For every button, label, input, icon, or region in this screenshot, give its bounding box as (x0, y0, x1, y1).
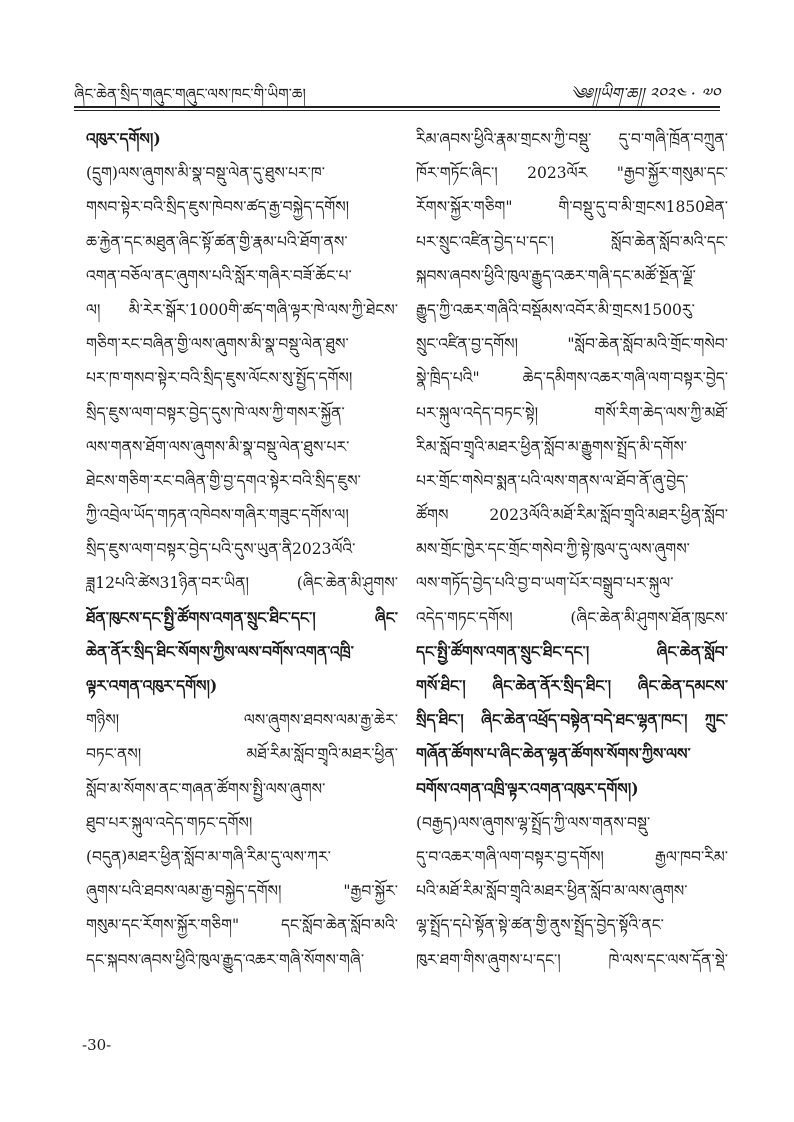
text-line: སྲིད་ཇུས་ལག་བསྟར་བྱེད་པའི་དུས་ཡུན་ནི2023ལོའི་ (86, 540, 356, 559)
text-line: དུ་བ་འཆར་གཞི་ལག་བསྟར་བྱ་དགོས། རྒྱལ་ཁབ་རིམ་ (416, 847, 728, 866)
text-line: བཏང་ནས། མཐོ་རིམ་སློབ་གྲྭའི་མཐར་ཕྱིན་ (86, 745, 398, 764)
text-line: ལྷ་སྤྲོད་དཔེ་སྟོན་སྟེ་ཚན་གྱི་ནུས་སྤྲོད་བྱེད་སྟོའི་ནང་ (416, 916, 664, 935)
text-line: པའི་མཐོ་རིམ་སློབ་གྲྭའི་མཐར་ཕྱིན་སློབ་མ་ལས་ཞུགས་ (416, 882, 688, 901)
text-line: (བརྒྱད)ལས་ཞུགས་ལྷ་སྤྲོད་ཀྱི་ལས་གནས་བསྡུ་ (416, 813, 651, 832)
text-line: ལ། མི་རེར་སྒོར་1000གི་ཚད་གཞི་ལྟར་ཁེ་ལས་ཀྱི་ཐེངས་ (86, 300, 398, 319)
left-text-column (86, 122, 398, 977)
text-line: རོགས་སྐྱོར་གཅིག" གི་བསྡུ་དུ་བ་མི་གྲངས1850ཐེན་ (416, 198, 728, 217)
text-line: ཐོན་ཁུངས་དང་སྤྱི་ཚོགས་འགན་སྲུང་ཐིང་དང་། ཞིང་ (86, 607, 398, 627)
text-line: བགོས་འགན་འཁྲི་ལྟར་འགན་འཁུར་དགོས།) (416, 778, 639, 798)
text-line: སློབ་མ་སོགས་ནང་གཞན་ཚོགས་སྤྱི་ལས་ཞུགས་ (86, 779, 326, 798)
journal-title: ཞིང་ཆེན་སྲིད་གཞུང་གཞུང་ལས་ཁང་གི་ཡིག་ཆ། (74, 85, 306, 103)
right-text-column (416, 122, 728, 977)
text-line: སྲིད་ཐིང་། ཞིང་ཆེན་འཕྲོད་བསྟེན་བདེ་ཐང་ལྷན་ཁང་། ཀྲུང་ (416, 710, 728, 730)
text-line: ཟླ12པའི་ཚེས31ཉིན་བར་ཡིན། (ཞིང་ཆེན་མི་ཤུགས་ (86, 574, 398, 593)
text-line: པར་གྲོང་གསེབ་སྨན་པའི་ལས་གནས་ལ་ཐོབ་ནོ་ཞུ་བྱེད་ (416, 471, 689, 490)
text-line: ཐེངས་གཅིག་རང་བཞིན་གྱི་བྱ་དགའ་སྟེར་བའི་སྲིད་ཇུས་ (86, 471, 361, 490)
text-line: གསུམ་དང་རོགས་སྐྱོར་གཅིག" དང་སློབ་ཆེན་སློབ་མའི་ (86, 916, 398, 935)
header-divider (74, 106, 720, 108)
page-number: -30- (82, 1036, 112, 1054)
text-line: རིམ་སློབ་གྲྭའི་མཐར་ཕྱིན་སློབ་མ་རྒྱུགས་སྤྲོད་མི་དགོས་ (416, 437, 688, 456)
text-line: གསབ་སྟེར་བའི་སྲིད་ཇུས་ཁེབས་ཚད་རྒྱ་བསྐྱེད་དགོས། (86, 198, 350, 217)
text-line: ཆེན་ནོར་སྲིད་ཐིང་སོགས་ཀྱིས་ལས་བགོས་འགན་འཁྲི་ (86, 641, 354, 661)
header-divider-thin (74, 110, 720, 111)
text-line: ཆ་རྐྱེན་དང་མཐུན་ཞིང་སྟོ་ཚན་གྱི་རྣམ་པའི་ཐོག་ནས་ (86, 232, 348, 251)
text-line: རྒྱུད་ཀྱི་འཆར་གཞིའི་བསྡོམས་འབོར་མི་གྲངས1500རུ་ (416, 300, 695, 319)
text-line: (དྲུག)ལས་ཞུགས་མི་སྣ་བསྡུ་ལེན་དུ་ཐུས་པར་ཁ་ (86, 164, 326, 183)
text-line: ཀྱི་འབྲེལ་ཡོད་གཏན་འཁེབས་གཞིར་གཟུང་དགོས་ལ། (86, 506, 349, 525)
text-line: གཅིག་རང་བཞིན་གྱི་ལས་ཞུགས་མི་སྣ་བསྡུ་ལེན་ཐུས་ (86, 335, 349, 354)
text-line: འདེད་གཏང་དགོས། (ཞིང་ཆེན་མི་ཤུགས་ཐོན་ཁུངས་ (416, 608, 728, 627)
text-line: ལས་གཏོད་བྱེད་པའི་བྱ་བ་ཡག་པོར་བསྒྲུབ་པར་སྐུལ་ (416, 574, 674, 593)
text-line: རིམ་ཞབས་ཕྱིའི་རྣམ་གྲངས་ཀྱི་བསྡུ་ དུ་བ་གཞི་ཁྲོན་བཀྲུན་ (416, 130, 728, 148)
text-line: ཐུབ་པར་སྐུལ་འདེད་གཏང་དགོས། (86, 813, 253, 832)
text-line: ཚོགས 2023ལོའི་མཐོ་རིམ་སློབ་གྲྭའི་མཐར་ཕྱིན་སློབ་ (416, 506, 728, 525)
text-line: པར་སྲུང་འཛིན་བྱེད་པ་དང་། སློབ་ཆེན་སློབ་མའི་དང་ (416, 232, 728, 251)
issue-number: ༄༅།།ཡིག་ཆ།། ༢༠༢༤ · ༧༠ (570, 84, 720, 103)
text-line: པར་སྐུལ་འདེད་བཏང་སྟེ། གསོ་རིག་ཆེད་ལས་ཀྱི་མཐོ་ (416, 403, 728, 422)
text-line: ལས་གནས་ཐོག་ལས་ཞུགས་མི་སྣ་བསྡུ་ལེན་ཐུས་པར་ (86, 437, 350, 456)
text-line: སྐབས་ཞབས་ཕྱིའི་ཁུལ་རྒྱུད་འཆར་གཞི་དང་མཚོ་སྔོན་ལྗོ་ (416, 266, 696, 285)
text-line: གཉིས། ལས་ཞུགས་ཐབས་ལམ་རྒྱ་ཆེར་ (86, 711, 398, 730)
text-line: (བདུན)མཐར་ཕྱིན་སློབ་མ་གཞི་རིམ་དུ་ལས་ཀར་ (86, 847, 331, 866)
text-line: གཞོན་ཚོགས་པ་ཞིང་ཆེན་ལྷན་ཚོགས་སོགས་ཀྱིས་ལས་ (416, 744, 691, 764)
text-line: པར་ཁ་གསབ་སྟེར་བའི་སྲིད་ཇུས་ལོངས་སུ་སྤྱོད་དགོས། (86, 369, 353, 388)
text-line: གསོ་ཐིང་། ཞིང་ཆེན་ནོར་སྲིད་ཐིང་། ཞིང་ཆེན་དམངས་ (416, 676, 728, 695)
text-line: འཁུར་དགོས།) (86, 129, 161, 148)
text-line: མས་གྲོང་ཁྱེར་དང་གྲོང་གསེབ་ཀྱི་སྟེ་ཁུལ་དུ་ལས་ཞུགས་ (416, 540, 690, 559)
text-line: ཁོར་གཏོང་ཞིང་། 2023ལོར "རྒྱབ་སྐྱོར་གསུམ་དང་ (416, 164, 728, 183)
text-line: སྲུང་འཛིན་བྱ་དགོས། "སློབ་ཆེན་སློབ་མའི་གྲོང་གསེབ་ (416, 335, 728, 354)
text-line: ཞུགས་པའི་ཐབས་ལམ་རྒྱ་བསྐྱེད་དགོས། "རྒྱབ་སྐྱོར་ (86, 882, 398, 901)
text-line: ལྟར་འགན་འཁུར་དགོས།) (86, 676, 218, 695)
text-line: དང་སྤྱི་ཚོགས་འགན་སྲུང་ཐིང་དང་། ཞིང་ཆེན་སློབ་ (416, 641, 728, 661)
text-line: དང་སྐབས་ཞབས་ཕྱིའི་ཁུལ་རྒྱུད་འཆར་གཞི་སོགས་གཞི་ (86, 950, 365, 969)
text-line: ཁུར་ཐག་གིས་ཞུགས་པ་དང་། ཁེ་ལས་དང་ལས་དོན་སྡེ་ (416, 950, 728, 969)
text-line: སྲིད་ཇུས་ལག་བསྟར་བྱེད་དུས་ཁེ་ལས་ཀྱི་གསར་སྐྱོན་ (86, 403, 345, 422)
text-line: འགན་བཅོལ་ནང་ཞུགས་པའི་སློར་གཞིར་བཟོ་ཆོང་པ་ (86, 266, 352, 285)
text-line: སྣེ་ཁྲིད་པའི" ཆེད་དམིགས་འཆར་གཞི་ལག་བསྟར་བྱེད་ (416, 369, 728, 388)
